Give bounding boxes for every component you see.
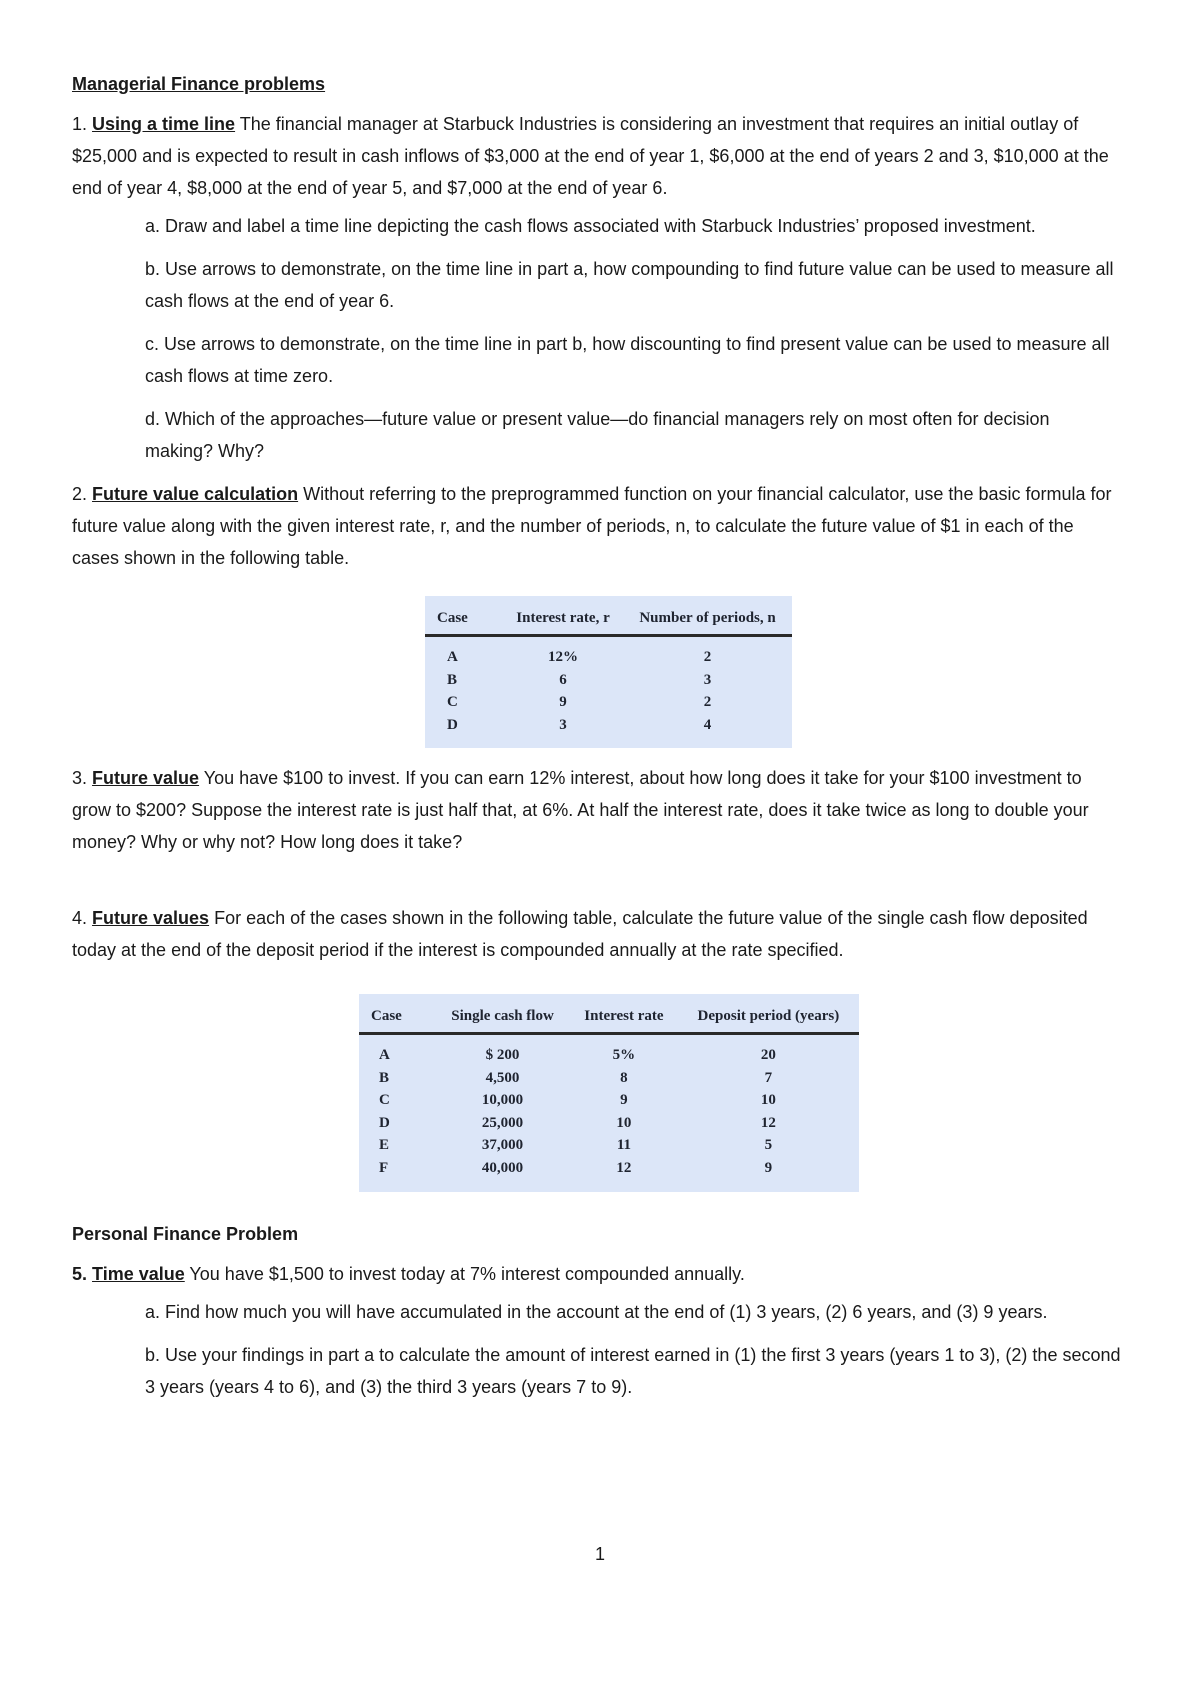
table-cell: 3 bbox=[559, 716, 567, 733]
table-cell: 9 bbox=[559, 694, 567, 710]
table-row bbox=[359, 1034, 859, 1067]
table-cell: 4 bbox=[703, 716, 712, 733]
table-row bbox=[425, 636, 792, 669]
problem-2-label: Future value calculation bbox=[92, 484, 299, 504]
table-row bbox=[425, 714, 792, 737]
column-header-deposit-period: Deposit period (years) bbox=[678, 994, 859, 1034]
table-cell: D bbox=[447, 716, 458, 733]
table-row bbox=[359, 1089, 859, 1112]
column-header-periods: Number of periods, n bbox=[623, 596, 792, 636]
table-cell: F bbox=[379, 1159, 389, 1176]
table-cell: 12 bbox=[616, 1159, 632, 1176]
problem-5 bbox=[72, 1258, 1122, 1290]
problem-2 bbox=[72, 478, 1122, 574]
table-header-row bbox=[425, 596, 792, 636]
table-cell: D bbox=[379, 1114, 390, 1131]
table-row bbox=[425, 691, 792, 714]
table-cell: $ 200 bbox=[485, 1047, 520, 1063]
column-header-case: Case bbox=[359, 994, 435, 1034]
table-cell: C bbox=[379, 1092, 390, 1108]
problem-4-label: Future values bbox=[92, 908, 210, 928]
table-cell: 20 bbox=[760, 1047, 776, 1063]
problem-4-text: For each of the cases shown in the following table, calculate the future value of the single cash flow deposited today at the end of the deposit period if the interest is compounded annually at the rate specified. bbox=[72, 908, 1088, 960]
table-cell: 25,000 bbox=[481, 1114, 524, 1131]
problem-4-number: 4. bbox=[72, 908, 88, 928]
table-row bbox=[359, 1134, 859, 1157]
table-row bbox=[359, 1067, 859, 1090]
table-row bbox=[359, 1112, 859, 1135]
problem-1-text: The financial manager at Starbuck Industries is considering an investment that requires an initial outlay of $25,000 and is expected to result in cash inflows of $3,000 at the end of year 1, $6,000 at the end of years 2 and 3, $10,000 at the end of year 4, $8,000 at the end of year 5, and $7,000 at the end of year 6. bbox=[72, 114, 1109, 198]
section-title-personal-finance: Personal Finance Problem bbox=[72, 1224, 299, 1244]
problem-1b: b. Use arrows to demonstrate, on the time line in part a, how compounding to find future value can be used to measure all cash flows at the end of year 6. bbox=[145, 259, 1114, 311]
problem-5-label: Time value bbox=[92, 1264, 185, 1284]
column-header-interest-rate: Interest rate bbox=[570, 994, 678, 1034]
table-cell: 5 bbox=[764, 1137, 773, 1153]
problem-4 bbox=[72, 902, 1122, 966]
table-cell: 6 bbox=[559, 671, 567, 688]
table-cell: 10 bbox=[760, 1092, 776, 1108]
table-cell: C bbox=[447, 694, 458, 710]
page-number: 1 bbox=[594, 1544, 605, 1564]
column-header-case: Case bbox=[425, 596, 503, 636]
table-cell: 12% bbox=[548, 649, 579, 665]
table-cell: 2 bbox=[703, 694, 712, 710]
interest-rate-table-grid bbox=[425, 596, 792, 736]
table-cell: 10 bbox=[616, 1114, 632, 1131]
table-header-row bbox=[359, 994, 859, 1034]
single-cash-flow-table-grid bbox=[359, 994, 859, 1179]
problem-3-text: You have $100 to invest. If you can earn 12% interest, about how long does it take for your $100 investment to grow to $200? Suppose the interest rate is just half that, at 6%. At half the interest rate, does it take twice as long to double your money? Why or why not? How long does it take? bbox=[72, 768, 1089, 852]
document-page bbox=[72, 68, 1122, 1414]
problem-3-label: Future value bbox=[92, 768, 200, 788]
problem-1d: d. Which of the approaches—future value or present value—do financial managers rely on most often for decision making? Why? bbox=[145, 409, 1050, 461]
problem-1c: c. Use arrows to demonstrate, on the time line in part b, how discounting to find present value can be used to measure all cash flows at time zero. bbox=[145, 334, 1110, 386]
table-cell: 11 bbox=[616, 1137, 631, 1153]
problem-1 bbox=[72, 108, 1122, 204]
table-cell: 9 bbox=[620, 1092, 628, 1108]
problem-1-label: Using a time line bbox=[92, 114, 236, 134]
table-cell: 5% bbox=[612, 1047, 636, 1063]
interest-rate-table bbox=[425, 596, 792, 748]
problem-2-number: 2. bbox=[72, 484, 88, 504]
table-cell: 12 bbox=[760, 1114, 776, 1131]
table-cell: E bbox=[379, 1137, 390, 1153]
problem-1-number: 1. bbox=[72, 114, 88, 134]
problem-3-number: 3. bbox=[72, 768, 88, 788]
table-cell: 37,000 bbox=[481, 1137, 524, 1153]
problem-5b: b. Use your findings in part a to calculate the amount of interest earned in (1) the first 3 years (years 1 to 3), (2) the second 3 years (years 4 to 6), and (3) the third 3 years (years 7 to 9). bbox=[145, 1345, 1121, 1397]
table-cell: 9 bbox=[764, 1159, 773, 1176]
table-cell: A bbox=[447, 649, 458, 665]
table-row bbox=[425, 669, 792, 692]
single-cash-flow-table bbox=[359, 994, 859, 1192]
column-header-interest-rate: Interest rate, r bbox=[503, 596, 623, 636]
table-cell: 3 bbox=[703, 671, 712, 688]
table-cell: B bbox=[379, 1069, 390, 1086]
problem-5a: a. Find how much you will have accumulated in the account at the end of (1) 3 years, (2) 6 years, and (3) 9 years. bbox=[145, 1302, 1048, 1322]
column-header-single-cash-flow: Single cash flow bbox=[435, 994, 570, 1034]
spacer bbox=[72, 864, 1122, 902]
table-cell: 2 bbox=[703, 649, 712, 665]
table-row bbox=[359, 1157, 859, 1180]
table-cell: A bbox=[379, 1047, 390, 1063]
table-cell: 40,000 bbox=[481, 1159, 524, 1176]
table-cell: 7 bbox=[764, 1069, 773, 1086]
table-cell: B bbox=[447, 671, 458, 688]
problem-2-text: Without referring to the preprogrammed function on your financial calculator, use the basic formula for future value along with the given interest rate, r, and the number of periods, n, to calculate the future value of $1 in each of the cases shown in the following table. bbox=[72, 484, 1112, 568]
table-cell: 10,000 bbox=[481, 1092, 524, 1108]
document-title: Managerial Finance problems bbox=[72, 74, 326, 94]
table-cell: 4,500 bbox=[485, 1069, 520, 1086]
problem-3 bbox=[72, 762, 1122, 858]
problem-5-number: 5. bbox=[72, 1264, 88, 1284]
problem-1a: a. Draw and label a time line depicting the cash flows associated with Starbuck Industries’ proposed investment. bbox=[145, 216, 1036, 236]
problem-5-text: You have $1,500 to invest today at 7% interest compounded annually. bbox=[184, 1264, 745, 1284]
table-cell: 8 bbox=[620, 1069, 628, 1086]
